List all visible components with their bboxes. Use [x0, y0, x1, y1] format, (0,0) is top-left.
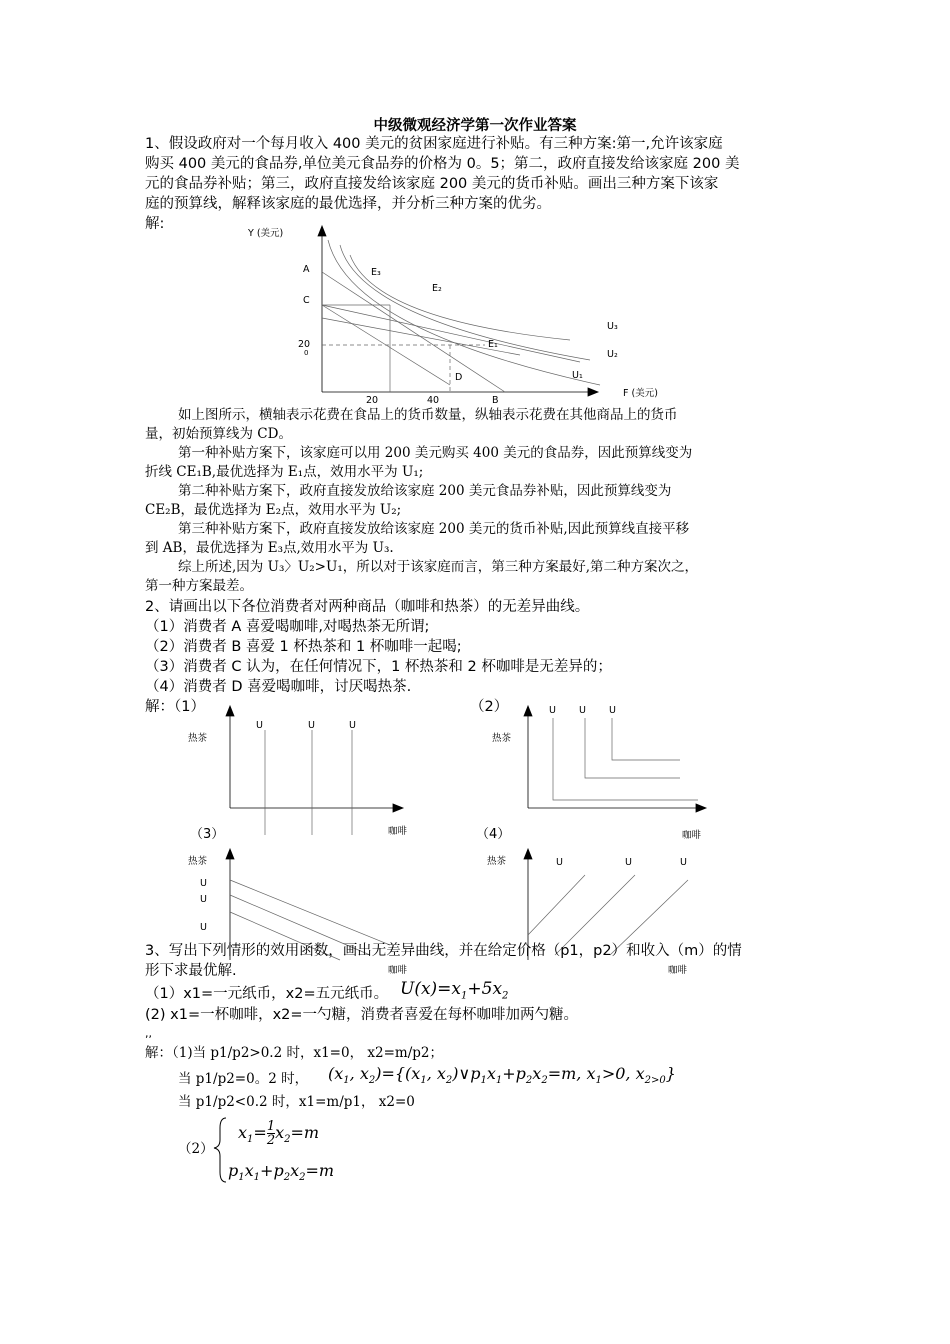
indiff-line-c1	[230, 880, 390, 945]
q1-answer-9: 综上所述,因为 U₃〉U₂>U₁，所以对于该家庭而言，第三种方案最好,第二种方案次之，	[178, 559, 699, 575]
q3-line-2: 形下求最优解.	[145, 963, 237, 979]
x-tick-40: 40	[427, 395, 440, 406]
d2-y-label: 热茶	[492, 733, 512, 744]
d3-u3: U	[200, 922, 207, 933]
indiff-l-b3	[612, 718, 680, 760]
d1-x-label: 咖啡	[388, 826, 408, 837]
q2-line-3: （2）消费者 B 喜爱 1 杯热茶和 1 杯咖啡一起喝;	[145, 639, 462, 655]
d3-x-label: 咖啡	[388, 965, 408, 976]
q3-line-4: (2) x1=一杯咖啡，x2=一勺糖，消费者喜爱在每杯咖啡加两勺糖。	[145, 1007, 579, 1023]
indifference-curve-u2	[340, 245, 590, 360]
q1-line-3: 元的食品券补贴；第三，政府直接发给该家庭 200 美元的货币补贴。画出三种方案下该家	[145, 176, 719, 192]
d4-x-label: 咖啡	[668, 965, 688, 976]
budget-line-ab	[322, 272, 505, 392]
page-title: 中级微观经济学第一次作业答案	[373, 118, 577, 134]
x-axis-label: F (美元)	[623, 388, 658, 399]
label-u2: U₂	[607, 349, 618, 360]
q2-jie: 解：（1）	[145, 699, 205, 715]
q1-answer-1: 如上图所示，横轴表示花费在食品上的货币数量，纵轴表示花费在其他商品上的货币	[178, 407, 678, 423]
q3-solution-3: 当 p1/p2<0.2 时，x1=m/p1， x2=0	[178, 1094, 415, 1110]
q1-line-1: 1、假设政府对一个每月收入 400 美元的贫困家庭进行补贴。有三种方案:第一,允许该家庭	[145, 136, 723, 152]
d1-u1: U	[256, 720, 263, 731]
d2-x-label: 咖啡	[682, 830, 702, 841]
q2-line-5: （4）消费者 D 喜爱喝咖啡，讨厌喝热茶.	[145, 679, 412, 695]
q3-line-5: ,,	[145, 1027, 152, 1040]
q3-solution-4: （2）	[178, 1141, 214, 1157]
q3-line-3: （1）x1=一元纸币，x2=五元纸币。	[145, 986, 389, 1002]
d4-y-label: 热茶	[487, 856, 507, 867]
q2-part4-label: （4）	[476, 827, 511, 842]
q1-answer-10: 第一种方案最差。	[145, 578, 253, 594]
q2-line-1: 2、请画出以下各位消费者对两种商品（咖啡和热茶）的无差异曲线。	[145, 599, 590, 615]
d4-u1: U	[556, 857, 563, 868]
d4-u3: U	[680, 857, 687, 868]
point-c: C	[303, 295, 310, 306]
budget-line-cd	[322, 305, 450, 385]
q1-answer-5: 第二种补贴方案下，政府直接发放给该家庭 200 美元食品券补贴，因此预算线变为	[178, 483, 672, 499]
d3-u2: U	[200, 894, 207, 905]
q1-jie: 解:	[145, 216, 165, 232]
label-u1: U₁	[572, 370, 583, 381]
q1-answer-3: 第一种补贴方案下，该家庭可以用 200 美元购买 400 美元的食品券，因此预算线变为	[178, 445, 693, 461]
q2-line-4: （3）消费者 C 认为，在任何情况下，1 杯热茶和 2 杯咖啡是无差异的；	[145, 659, 612, 675]
q1-answer-4: 折线 CE₁B,最优选择为 E₁点，效用水平为 U₁;	[145, 464, 424, 480]
y-tick-0: 0	[304, 349, 309, 357]
point-e1: E₁	[488, 339, 498, 350]
point-e3: E₃	[371, 267, 381, 278]
d3-u1: U	[200, 878, 207, 889]
equation-1: $x_1=$ $\frac{1}{2}$ $x_2=m$	[238, 1119, 320, 1148]
d1-u3: U	[349, 720, 356, 731]
q1-answer-8: 到 AB，最优选择为 E₃点,效用水平为 U₃.	[145, 540, 394, 556]
y-axis-label: Y (美元)	[248, 228, 284, 239]
q1-line-4: 庭的预算线，解释该家庭的最优选择，并分析三种方案的优劣。	[145, 196, 551, 212]
optimal-set-formula: ($x_1$, $x_2)=\{(x_1$, $x_2)\vee p_1x_1+p_2x_2=m$, $x_1>0$, $x_{2>0}$}	[328, 1064, 676, 1087]
indiff-line-d1	[528, 875, 585, 935]
kink-line-e1	[322, 305, 580, 362]
d2-u2: U	[579, 705, 586, 716]
x-tick-20: 20	[366, 395, 379, 406]
y-tick-20: 20	[298, 339, 311, 350]
d1-y-label: 热茶	[188, 733, 208, 744]
q2-part2-label: （2）	[470, 699, 509, 715]
d2-u1: U	[549, 705, 556, 716]
point-a: A	[303, 264, 310, 275]
d1-u2: U	[308, 720, 315, 731]
q3-solution-1: 解：（1)当 p1/p2>0.2 时，x1=0， x2=m/p2；	[145, 1045, 443, 1061]
x-axis-arrow	[588, 388, 598, 396]
indiff-l-b1	[553, 718, 698, 800]
d3-y-label: 热茶	[188, 856, 208, 867]
q2-part3-label: （3）	[190, 827, 225, 842]
indiff-l-b2	[585, 718, 680, 778]
indifference-curve-u1	[328, 240, 600, 385]
q1-answer-6: CE₂B，最优选择为 E₂点，效用水平为 U₂;	[145, 502, 402, 518]
equation-2: $p_1x_1+p_2x_2=m$	[228, 1161, 335, 1184]
q2-line-2: （1）消费者 A 喜爱喝咖啡,对喝热茶无所谓;	[145, 619, 430, 635]
q3-solution-2: 当 p1/p2=0。2 时，	[178, 1071, 309, 1087]
point-d: D	[455, 372, 463, 383]
label-u3: U₃	[607, 321, 618, 332]
utility-function-1: $U(x)=x_1+5x_2$	[400, 979, 509, 1002]
q1-line-2: 购买 400 美元的食品券,单位美元食品券的价格为 0。5；第二，政府直接发给该家庭 200 美	[145, 156, 740, 172]
q1-answer-7: 第三种补贴方案下，政府直接发放给该家庭 200 美元的货币补贴,因此预算线直接平移	[178, 521, 690, 537]
y-axis-arrow	[318, 226, 326, 236]
indifference-curve-u3	[350, 255, 570, 340]
q1-answer-2: 量，初始预算线为 CD。	[145, 426, 292, 442]
d4-u2: U	[625, 857, 632, 868]
q3-line-1: 3、写出下列情形的效用函数，画出无差异曲线，并在给定价格（p1，p2）和收入（m）的情	[145, 943, 742, 959]
point-b: B	[492, 395, 499, 406]
d2-u3: U	[609, 705, 616, 716]
point-e2: E₂	[432, 283, 442, 294]
